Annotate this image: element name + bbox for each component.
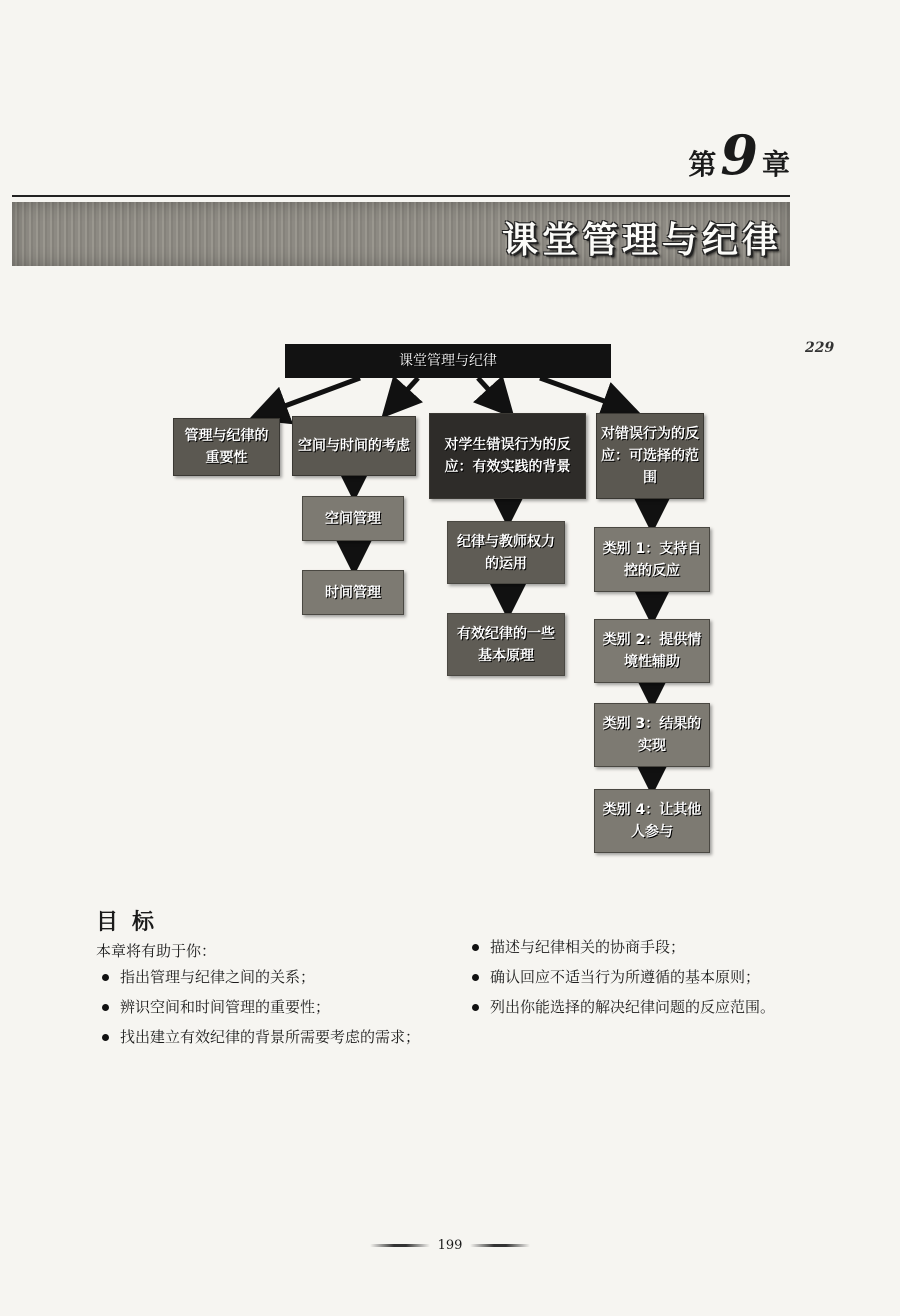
page-number: 199 (437, 1238, 463, 1253)
branch-response-range: 对错误行为的反应：可选择的范围 (596, 413, 704, 499)
node-category-1: 类别 1：支持自控的反应 (594, 527, 710, 592)
chapter-suffix: 章 (761, 148, 790, 181)
chapter-title: 课堂管理与纪律 (501, 220, 782, 261)
chapter-number: 9 (720, 123, 758, 187)
node-discipline-principles: 有效纪律的一些基本原理 (447, 613, 565, 676)
footer-ornament-right (470, 1244, 530, 1247)
node-space-management: 空间管理 (302, 496, 404, 541)
branch-response-context: 对学生错误行为的反应：有效实践的背景 (429, 413, 586, 499)
objectives-right-list (468, 936, 808, 1026)
node-category-3: 类别 3：结果的实现 (594, 703, 710, 767)
list-item: 找出建立有效纪律的背景所需要考虑的需求； (98, 1026, 443, 1048)
objectives-heading: 目标 (96, 910, 169, 935)
page-footer (0, 1238, 900, 1253)
list-item: 确认回应不适当行为所遵循的基本原则； (468, 966, 808, 988)
arrow-root-to-branch-4 (540, 378, 632, 411)
objectives-intro: 本章将有助于你： (96, 942, 217, 960)
list-item: 列出你能选择的解决纪律问题的反应范围。 (468, 996, 808, 1018)
branch-space-time: 空间与时间的考虑 (292, 416, 416, 476)
side-page-number: 229 (805, 340, 835, 356)
list-item: 辨识空间和时间管理的重要性； (98, 996, 443, 1018)
footer-ornament-left (370, 1244, 430, 1247)
objectives-left-list (98, 966, 443, 1056)
node-category-2: 类别 2：提供情境性辅助 (594, 619, 710, 683)
arrow-root-to-branch-3 (478, 378, 508, 411)
list-item: 描述与纪律相关的协商手段； (468, 936, 808, 958)
branch-importance: 管理与纪律的重要性 (173, 418, 280, 476)
node-discipline-power: 纪律与教师权力的运用 (447, 521, 565, 584)
diagram-root: 课堂管理与纪律 (285, 344, 611, 378)
list-item: 指出管理与纪律之间的关系； (98, 966, 443, 988)
node-time-management: 时间管理 (302, 570, 404, 615)
chapter-prefix: 第 (688, 148, 717, 181)
node-category-4: 类别 4：让其他人参与 (594, 789, 710, 853)
arrow-root-to-branch-1 (258, 378, 360, 416)
arrow-root-to-branch-2 (388, 378, 418, 411)
